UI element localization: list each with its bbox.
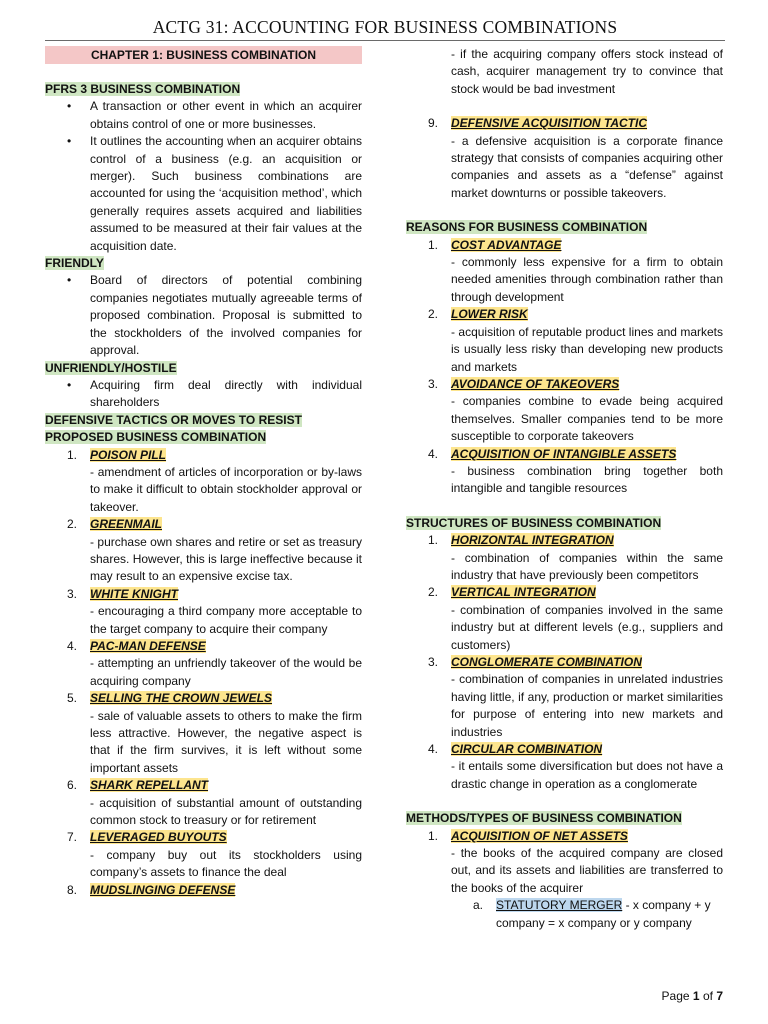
list-item: 2. GREENMAIL - purchase own shares and retire or set as treasury shares. However, this is large ineffective because it may result to an expensive excise tax. bbox=[67, 517, 362, 584]
list-item: 1. HORIZONTAL INTEGRATION - combination of companies within the same industry that have previously been competitors bbox=[428, 533, 723, 582]
left-column bbox=[45, 46, 362, 899]
defensive-list-continued-2 bbox=[406, 115, 723, 202]
list-item: 6. SHARK REPELLANT - acquisition of substantial amount of outstanding common stock to treasury or for retirement bbox=[67, 778, 362, 828]
section-heading-methods: METHODS/TYPES OF BUSINESS COMBINATION bbox=[406, 811, 682, 826]
defensive-list-continued bbox=[406, 46, 723, 98]
defensive-list bbox=[45, 447, 362, 900]
methods-list bbox=[406, 828, 723, 898]
list-item: • Acquiring firm deal directly with individual shareholders bbox=[45, 377, 362, 412]
list-item: 2. VERTICAL INTEGRATION - combination of companies involved in the same industry but at different levels (e.g., suppliers and customers) bbox=[428, 585, 723, 652]
section-heading-hostile: UNFRIENDLY/HOSTILE bbox=[45, 360, 177, 375]
section-heading-reasons: REASONS FOR BUSINESS COMBINATION bbox=[406, 220, 648, 235]
section-heading-defensive: DEFENSIVE TACTICS OR MOVES TO RESIST PROPOSED BUSINESS COMBINATION bbox=[45, 412, 302, 445]
right-column bbox=[406, 46, 723, 932]
list-item: - if the acquiring company offers stock instead of cash, acquirer management try to convince that stock would be bad investment bbox=[451, 47, 723, 96]
structures-list bbox=[406, 532, 723, 793]
sub-item-statutory-merger: a. STATUTORY MERGER - x company + y company = x company or y company bbox=[473, 898, 711, 930]
list-item: • Board of directors of potential combining companies negotiates mutually agreeable terms of proposed combination. Proposal is submitted to the stockholders of the involved companies for approval. bbox=[45, 272, 362, 359]
list-item: 3. CONGLOMERATE COMBINATION - combination of companies in unrelated industries having little, if any, production or market similarities for purpose of entering into new markets and industries bbox=[428, 655, 723, 739]
list-item: • It outlines the accounting when an acquirer obtains control of a business (e.g. an acquisition or merger). Such business combinations are accounted for using the ‘acquisition method’, which generally requires assets acquired and liabilities assumed to be measured at their fair values at the acquisition date. bbox=[45, 133, 362, 255]
list-item: 8. MUDSLINGING DEFENSE bbox=[67, 882, 236, 897]
list-item: 1. POISON PILL - amendment of articles of incorporation or by-laws to make it difficult to obtain stockholder approval or takeover. bbox=[67, 447, 362, 514]
hostile-bullet-list bbox=[45, 377, 362, 412]
list-item: 4. PAC-MAN DEFENSE - attempting an unfriendly takeover of the would be acquiring company bbox=[67, 639, 362, 688]
list-item: • A transaction or other event in which an acquirer obtains control of one or more businesses. bbox=[45, 98, 362, 133]
list-item: 3. AVOIDANCE OF TAKEOVERS - companies combine to evade being acquired themselves. Smaller companies tend to be more susceptible to corporate takeovers bbox=[428, 376, 723, 444]
list-item: 5. SELLING THE CROWN JEWELS - sale of valuable assets to others to make the firm less attractive. However, the negative aspect is that if the firm survives, it is left without some important assets bbox=[67, 691, 362, 775]
page-title: ACTG 31: ACCOUNTING FOR BUSINESS COMBINATIONS bbox=[45, 14, 725, 41]
section-heading-structures: STRUCTURES OF BUSINESS COMBINATION bbox=[406, 515, 662, 530]
reasons-list bbox=[406, 237, 723, 498]
page-footer: Page 1 of 7 bbox=[661, 989, 723, 1003]
list-item: 7. LEVERAGED BUYOUTS - company buy out its stockholders using company’s assets to finance the deal bbox=[67, 830, 362, 880]
list-item: 1. COST ADVANTAGE - commonly less expensive for a firm to obtain needed amenities through combination rather than through development bbox=[428, 237, 723, 304]
list-item: 9. DEFENSIVE ACQUISITION TACTIC - a defensive acquisition is a corporate finance strategy that consists of companies acquiring other companies and assets as a “defense” against market downturns or possible takeovers. bbox=[428, 116, 723, 200]
list-item: 4. CIRCULAR COMBINATION - it entails some diversification but does not have a drastic change in operation as a conglomerate bbox=[428, 742, 723, 791]
pfrs-bullet-list bbox=[45, 98, 362, 255]
section-heading-friendly: FRIENDLY bbox=[45, 256, 104, 271]
list-item: 2. LOWER RISK - acquisition of reputable product lines and markets is usually less risky than developing new products and markets bbox=[428, 307, 723, 374]
list-item: 1. ACQUISITION OF NET ASSETS - the books of the acquired company are closed out, and its assets and liabilities are transferred to the books of the acquirer bbox=[428, 828, 723, 895]
list-item: 3. WHITE KNIGHT - encouraging a third company more acceptable to the target company to acquire their company bbox=[67, 586, 362, 636]
list-item: 4. ACQUISITION OF INTANGIBLE ASSETS - business combination bring together both intangible and tangible resources bbox=[428, 446, 723, 496]
chapter-heading: CHAPTER 1: BUSINESS COMBINATION bbox=[45, 46, 362, 64]
friendly-bullet-list bbox=[45, 272, 362, 359]
section-heading-pfrs: PFRS 3 BUSINESS COMBINATION bbox=[45, 82, 241, 96]
